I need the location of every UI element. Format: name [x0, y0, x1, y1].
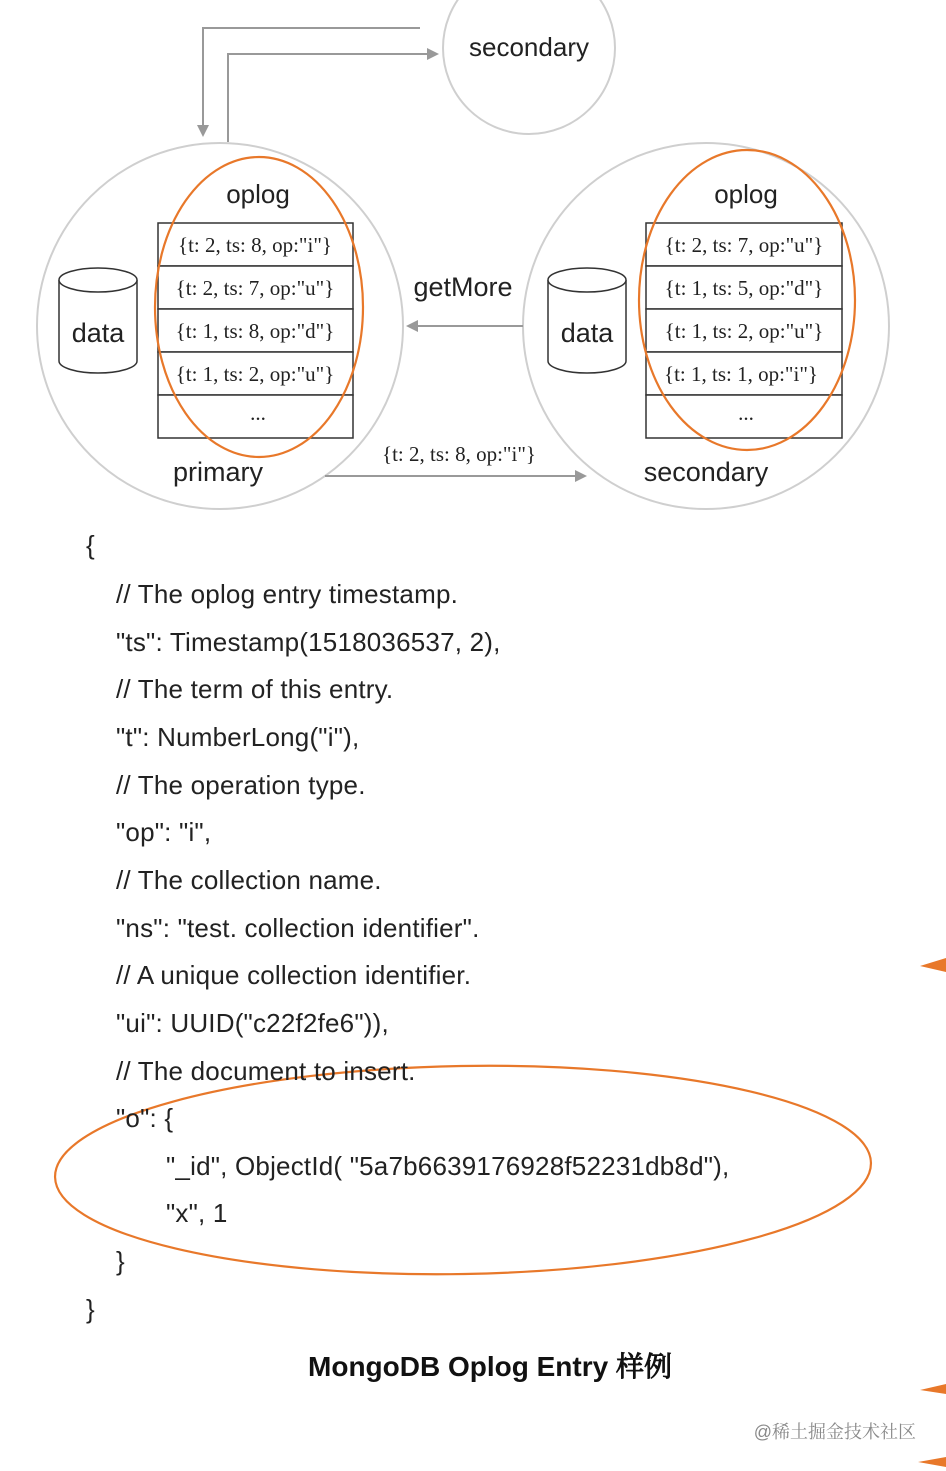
code-inner-close: } [116, 1246, 125, 1276]
code-line: // The collection name. [116, 865, 382, 895]
code-open-brace: { [86, 530, 95, 560]
code-line: // A unique collection identifier. [116, 960, 472, 990]
code-line: "o": { [116, 1103, 174, 1133]
code-inner-line: "x", 1 [166, 1198, 228, 1228]
code-line: "t": NumberLong("i"), [116, 722, 360, 752]
code-line: "ui": UUID("c22f2fe6")), [116, 1008, 389, 1038]
getmore-label: getMore [413, 272, 513, 302]
code-line: "ns": "test. collection identifier". [116, 913, 480, 943]
code-line: "op": "i", [116, 817, 212, 847]
edge-mark [920, 1384, 946, 1394]
code-line: "ts": Timestamp(1518036537, 2), [116, 627, 501, 657]
primary-entry: {t: 2, ts: 8, op:"i"} [178, 233, 332, 257]
code-close-brace: } [86, 1294, 95, 1324]
secondary-data-label: data [560, 318, 614, 348]
primary-entry: {t: 2, ts: 7, op:"u"} [175, 276, 335, 300]
secondary-entry: {t: 1, ts: 2, op:"u"} [664, 319, 824, 343]
replicate-entry-label: {t: 2, ts: 8, op:"i"} [382, 442, 536, 466]
secondary-top-label: secondary [469, 32, 589, 62]
secondary-entry: ... [738, 401, 754, 425]
secondary-oplog-title: oplog [714, 179, 778, 209]
code-line: // The oplog entry timestamp. [116, 579, 459, 609]
primary-data-label: data [71, 318, 125, 348]
heartbeat-arrow-down [203, 28, 420, 135]
code-line: // The document to insert. [116, 1056, 416, 1086]
edge-mark [920, 958, 946, 972]
primary-entry: {t: 1, ts: 8, op:"d"} [175, 319, 335, 343]
figure-caption: MongoDB Oplog Entry 样例 [308, 1351, 672, 1382]
secondary-top-node [443, 0, 615, 134]
sync-arrow-up [228, 54, 437, 142]
code-line: // The operation type. [116, 770, 366, 800]
secondary-entry: {t: 1, ts: 1, op:"i"} [664, 362, 818, 386]
primary-label: primary [172, 457, 264, 487]
edge-mark [918, 1457, 946, 1467]
code-line: // The term of this entry. [116, 674, 394, 704]
watermark: @稀土掘金技术社区 [753, 1422, 916, 1442]
code-inner-line: "_id", ObjectId( "5a7b6639176928f52231db8d"), [166, 1151, 730, 1181]
primary-oplog-title: oplog [226, 179, 290, 209]
secondary-entry: {t: 2, ts: 7, op:"u"} [664, 233, 824, 257]
secondary-entry: {t: 1, ts: 5, op:"d"} [664, 276, 824, 300]
primary-entry: {t: 1, ts: 2, op:"u"} [175, 362, 335, 386]
primary-entry: ... [250, 401, 266, 425]
secondary-right-label: secondary [643, 457, 769, 487]
